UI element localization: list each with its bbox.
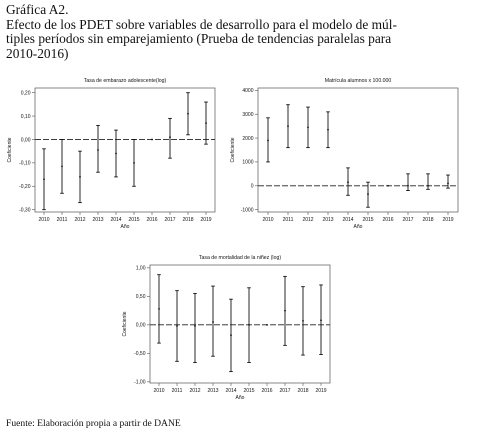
point-estimate — [187, 113, 189, 115]
x-tick-label: 2018 — [297, 388, 309, 394]
point-estimate — [61, 165, 63, 167]
x-tick-label: 2017 — [279, 388, 291, 394]
y-tick-label: 0,00 — [20, 137, 31, 144]
point-estimate — [387, 185, 389, 187]
point-estimate — [302, 320, 304, 322]
y-tick-label: 2000 — [242, 135, 254, 142]
point-estimate — [266, 324, 268, 326]
y-tick-label: 0,20 — [20, 90, 31, 97]
x-tick-label: 2012 — [189, 388, 201, 394]
x-axis-label: Año — [353, 224, 363, 230]
x-tick-label: 2010 — [262, 217, 274, 223]
chart-title: Tasa de embarazo adolescente(log) — [83, 78, 167, 84]
y-tick-label: 0,10 — [20, 113, 31, 120]
y-tick-label: -0,30 — [19, 207, 31, 214]
figure-title-line: Gráfica A2. — [6, 2, 69, 17]
x-tick-label: 2013 — [92, 217, 104, 223]
point-estimate — [327, 129, 329, 131]
x-tick-label: 2012 — [302, 217, 314, 223]
x-tick-label: 2014 — [342, 217, 354, 223]
point-estimate — [212, 321, 214, 323]
point-estimate — [287, 125, 289, 127]
point-estimate — [158, 308, 160, 310]
chart-mortalidad-ninez — [112, 244, 342, 406]
figure-title-line: tiples períodos sin emparejamiento (Prueba de tendencias paralelas para — [6, 31, 392, 47]
chart-matricula-alumnos — [218, 70, 468, 236]
point-estimate — [320, 319, 322, 321]
x-tick-label: 2015 — [362, 217, 374, 223]
x-tick-label: 2018 — [182, 217, 194, 223]
x-tick-label: 2012 — [74, 217, 86, 223]
chart-title: Matrícula alumnos x 100.000 — [324, 78, 392, 84]
figure-title-line: 2010-2016) — [6, 45, 69, 61]
x-tick-label: 2015 — [128, 217, 140, 223]
point-estimate — [447, 182, 449, 184]
point-estimate — [427, 185, 429, 187]
x-axis-label: Año — [235, 395, 245, 401]
figure-source: Fuente: Elaboración propia a partir de DANE — [6, 418, 181, 429]
x-tick-label: 2016 — [146, 217, 158, 223]
x-tick-label: 2010 — [153, 388, 165, 394]
x-tick-label: 2017 — [402, 217, 414, 223]
x-tick-label: 2011 — [282, 217, 294, 223]
point-estimate — [169, 136, 171, 138]
x-axis-label: Año — [120, 224, 130, 230]
x-tick-label: 2016 — [382, 217, 394, 223]
chart-embarazo-adolescente — [0, 70, 240, 236]
y-tick-label: 0 — [250, 183, 254, 190]
point-estimate — [307, 126, 309, 128]
y-tick-label: -1,00 — [134, 379, 146, 386]
point-estimate — [79, 176, 81, 178]
x-tick-label: 2014 — [110, 217, 122, 223]
y-tick-label: 0,00 — [135, 322, 146, 329]
x-tick-label: 2019 — [200, 217, 212, 223]
point-estimate — [205, 122, 207, 124]
point-estimate — [367, 193, 369, 195]
y-tick-label: 3000 — [242, 112, 254, 119]
y-tick-label: 0,50 — [135, 294, 146, 301]
point-estimate — [248, 324, 250, 326]
y-axis-label: Coeficiente — [230, 137, 236, 163]
point-estimate — [43, 178, 45, 180]
point-estimate — [230, 334, 232, 336]
figure-title-line: Efecto de los PDET sobre variables de desarrollo para el modelo de múl- — [6, 16, 397, 32]
y-tick-label: -0,50 — [134, 351, 146, 358]
x-tick-label: 2013 — [207, 388, 219, 394]
point-estimate — [347, 181, 349, 183]
point-estimate — [176, 325, 178, 327]
x-tick-label: 2013 — [322, 217, 334, 223]
point-estimate — [407, 185, 409, 187]
x-tick-label: 2017 — [164, 217, 176, 223]
y-tick-label: 1,00 — [135, 265, 146, 272]
y-axis-label: Coeficiente — [7, 137, 13, 163]
y-tick-label: 4000 — [242, 88, 254, 95]
x-tick-label: 2016 — [261, 388, 273, 394]
figure-title — [6, 3, 476, 61]
point-estimate — [133, 162, 135, 164]
x-tick-label: 2010 — [38, 217, 50, 223]
point-estimate — [267, 140, 269, 142]
point-estimate — [151, 139, 153, 141]
point-estimate — [194, 325, 196, 327]
y-tick-label: 1000 — [242, 159, 254, 166]
y-tick-label: -0,10 — [19, 160, 31, 167]
y-tick-label: -1000 — [240, 207, 254, 214]
point-estimate — [284, 310, 286, 312]
chart-title: Tasa de mortalidad de la niñez (log) — [198, 255, 282, 261]
x-tick-label: 2011 — [171, 388, 183, 394]
x-tick-label: 2019 — [315, 388, 327, 394]
x-tick-label: 2018 — [422, 217, 434, 223]
y-axis-label: Coeficiente — [122, 311, 128, 337]
x-tick-label: 2014 — [225, 388, 237, 394]
x-tick-label: 2011 — [56, 217, 68, 223]
x-tick-label: 2019 — [442, 217, 454, 223]
point-estimate — [97, 149, 99, 151]
y-tick-label: -0,20 — [19, 184, 31, 191]
point-estimate — [115, 153, 117, 155]
x-tick-label: 2015 — [243, 388, 255, 394]
